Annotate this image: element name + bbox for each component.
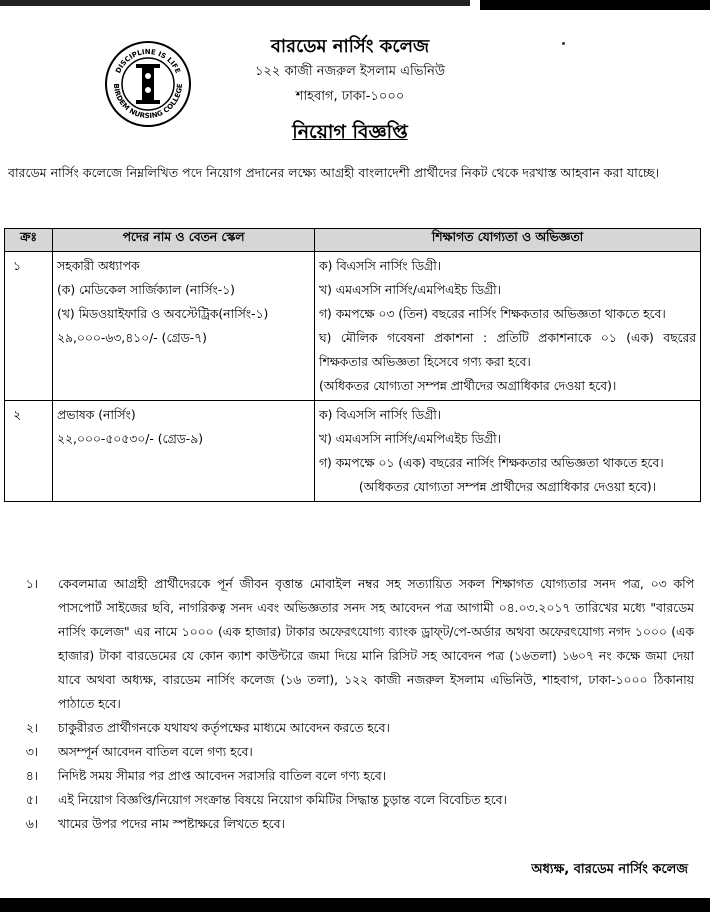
post-cell <box>53 252 315 401</box>
qualification-item: গ) কমপক্ষে ০৩ (তিন) বছরের নার্সিং শিক্ষকতার অভিজ্ঞতা থাকতে হবে। <box>319 307 666 321</box>
list-number: ৫। <box>25 793 39 807</box>
qualification-item: ক) বিএসসি নার্সিং ডিগ্রী। <box>319 408 442 422</box>
post-title: প্রভাষক (নার্সিং) <box>57 408 136 422</box>
qualification-cell <box>315 401 701 502</box>
college-name: বারডেম নার্সিং কলেজ <box>270 36 430 57</box>
top-border-right <box>480 0 710 10</box>
list-text: এই নিয়োগ বিজ্ঞপ্তি/নিয়োগ সংক্রান্ত বিষয়ে নিয়োগ কমিটির সিদ্ধান্ত চুড়ান্ত বলে বিবেচিত হবে। <box>58 793 507 807</box>
list-item <box>6 572 700 716</box>
qualification-item: ঘ) মৌলিক গবেষনা প্রকাশনা : প্রতিটি প্রকাশনাকে ০১ (এক) বছরের শিক্ষকতার অভিজ্ঞতা হিসেবে গণ্য করা হবে। <box>319 331 696 369</box>
vacancy-table <box>4 228 701 502</box>
bottom-border-bar <box>0 898 710 912</box>
qualification-note: (অধিকতর যোগ্যতা সম্পন্ন প্রার্থীদের অগ্রাধিকার দেওয়া হবে)। <box>319 379 617 393</box>
list-number: ৬। <box>25 817 39 831</box>
header-qualification: শিক্ষাগত যোগ্যতা ও অভিজ্ঞতা <box>315 229 701 252</box>
list-item <box>6 764 700 788</box>
table-header-row <box>5 229 701 252</box>
salary-scale: ২২,০০০-৫০৫৩০/- (গ্রেড-৯) <box>57 432 204 446</box>
list-text: চাকুরীরত প্রার্থীগনকে যথাযথ কর্তৃপক্ষের মাধ্যমে আবেদন করতে হবে। <box>58 721 390 735</box>
qualification-item: গ) কমপক্ষে ০১ (এক) বছরের নার্সিং শিক্ষকতার অভিজ্ঞতা থাকতে হবে। <box>319 456 664 470</box>
qualification-cell <box>315 252 701 401</box>
list-text: খামের উপর পদের নাম স্পষ্টাক্ষরে লিখতে হবে। <box>58 817 285 831</box>
qualification-item: খ) এমএসসি নার্সিং/এমপিএইচ ডিগ্রী। <box>319 283 502 297</box>
list-number: ২। <box>25 721 39 735</box>
qualification-item: খ) এমএসসি নার্সিং/এমপিএইচ ডিগ্রী। <box>319 432 502 446</box>
post-title: সহকারী অধ্যাপক <box>57 259 140 273</box>
terms-list <box>6 572 700 836</box>
college-logo <box>104 40 192 128</box>
list-item <box>6 740 700 764</box>
table-row <box>5 401 701 502</box>
list-item <box>6 716 700 740</box>
list-text: কেবলমাত্র আগ্রহী প্রার্থীদেরকে পূর্ন জীবন বৃত্তান্ত মোবাইল নম্বর সহ সত্যায়িত সকল শিক্ষাগত যোগ্যতার সনদ পত্র, ০৩ কপি পাসপোর্ট সাইজের ছবি, নাগরিকত্ব সনদ এবং অভিজ্ঞতার সনদ সহ আবেদন পত্র আগামী ০৪.০৩.২০১৭ তারিখের মধ্যে "বারডেম নার্সিং কলেজ" এর নামে ১০০০ (এক হাজার) টাকার অফেরৎযোগ্য ব্যাংক ড্রাফ্‌ট/পে-অর্ডার অথবা অফেরৎযোগ্য নগদ ১০০০ (এক হাজার) টাকা বারডেমের যে কোন ক্যাশ কাউন্টারে জমা দিয়ে মানি রিসিট সহ আবেদন পত্র (১৬তলা) ১৬০৭ নং কক্ষে জমা দেয়া যাবে অথবা অধ্যক্ষ, বারডেম নার্সিং কলেজ (১৬ তলা), ১২২ কাজী নজরুল ইসলাম এভিনিউ, শাহবাগ, ঢাকা-১০০০ ঠিকানায় পাঠাতে হবে। <box>58 577 694 711</box>
notice-title: নিয়োগ বিজ্ঞপ্তি <box>292 121 408 143</box>
top-border-left <box>0 0 470 6</box>
header-post: পদের নাম ও বেতন স্কেল <box>53 229 315 252</box>
list-number: ৪। <box>25 769 39 783</box>
qualification-note: (অধিকতর যোগ্যতা সম্পন্ন প্রার্থীদের অগ্রাধিকার দেওয়া হবে)। <box>358 480 657 494</box>
logo-bottom-text: BIRDEM NURSING COLLEGE <box>111 83 185 121</box>
logo-top-text: DISCIPLINE IS LIFE <box>114 47 182 75</box>
row-serial: ২ <box>5 401 53 502</box>
list-number: ১। <box>25 577 39 591</box>
post-line: (ক) মেডিকেল সার্জিক্যাল (নার্সিং-১) <box>57 283 235 297</box>
signature: অধ্যক্ষ, বারডেম নার্সিং কলেজ <box>531 862 688 877</box>
post-line: (খ) মিডওয়াইফারি ও অবস্টেট্রিক(নার্সিং-১) <box>57 307 269 321</box>
salary-scale: ২৯,০০০-৬৩,৪১০/- (গ্রেড-৭) <box>57 331 207 345</box>
list-text: নিদিষ্ট সময় সীমার পর প্রাপ্ত আবেদন সরাসরি বাতিল বলে গণ্য হবে। <box>58 769 387 783</box>
post-cell <box>53 401 315 502</box>
top-border-bar <box>0 0 710 10</box>
list-item <box>6 788 700 812</box>
list-item <box>6 812 700 836</box>
address-line-1: ১২২ কাজী নজরুল ইসলাম এভিনিউ <box>254 64 446 79</box>
qualification-item: ক) বিএসসি নার্সিং ডিগ্রী। <box>319 259 442 273</box>
address-line-2: শাহবাগ, ঢাকা-১০০০ <box>295 89 405 104</box>
header-serial: ক্রঃ <box>5 229 53 252</box>
list-number: ৩। <box>25 745 39 759</box>
row-serial: ১ <box>5 252 53 401</box>
stray-dot <box>562 42 565 45</box>
list-text: অসম্পূর্ন আবেদন বাতিল বলে গণ্য হবে। <box>58 745 253 759</box>
intro-paragraph: বারডেম নার্সিং কলেজে নিম্নলিখিত পদে নিয়োগ প্রদানের লক্ষ্যে আগ্রহী বাংলাদেশী প্রার্থীদের নিকট থেকে দরখাস্ত আহবান করা যাচ্ছে। <box>8 165 660 180</box>
table-row <box>5 252 701 401</box>
